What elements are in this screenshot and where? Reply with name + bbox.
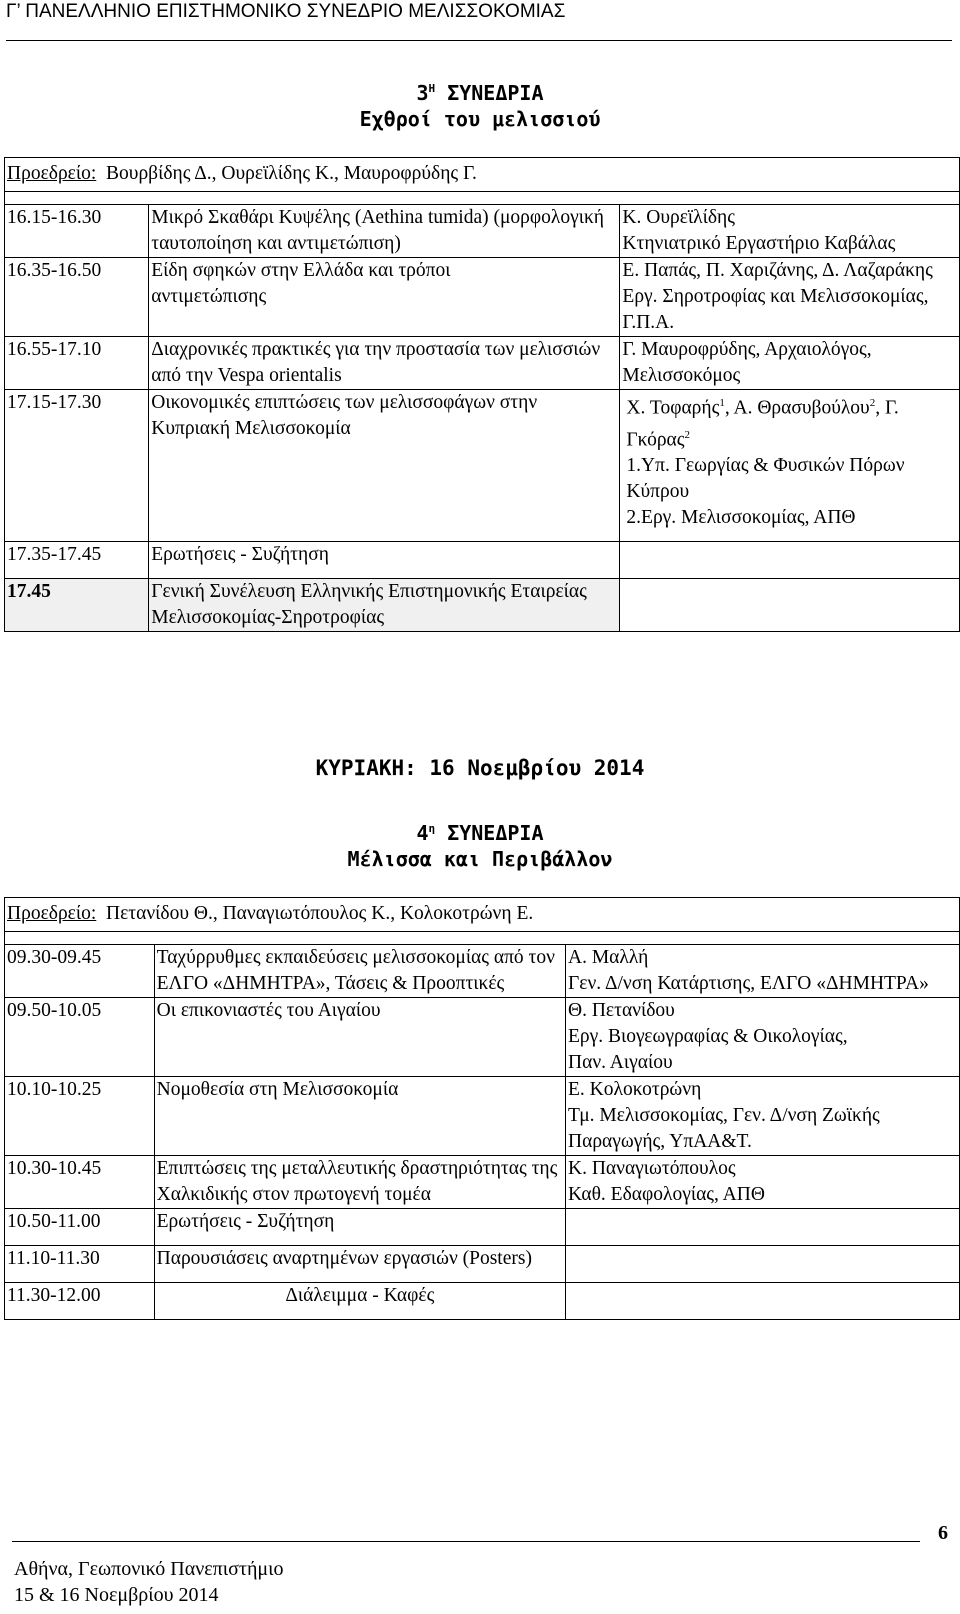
- chair-cell: [5, 898, 960, 932]
- page-number: 6: [938, 1522, 948, 1544]
- title-cell: Ταχύρρυθμες εκπαιδεύσεις μελισσοκομίας από τον ΕΛΓΟ «ΔΗΜΗΤΡΑ», Τάσεις & Προοπτικές: [154, 945, 565, 998]
- speaker-affiliation-1: 1.Υπ. Γεωργίας & Φυσικών Πόρων Κύπρου: [626, 455, 905, 502]
- title-cell: Ερωτήσεις - Συζήτηση: [154, 1209, 565, 1246]
- spacer-row: [5, 932, 960, 945]
- time-cell: 17.45: [5, 579, 149, 632]
- session-4-table: [4, 897, 960, 1320]
- speaker-affiliation: Τμ. Μελισσοκομίας, Γεν. Δ/νση Ζωϊκής Παραγωγής, ΥπΑΑ&Τ.: [568, 1105, 880, 1152]
- speaker-name: Ε. Παπάς, Π. Χαριζάνης, Δ. Λαζαράκης: [622, 260, 933, 281]
- footer-rule: [12, 1541, 920, 1542]
- table-row: [5, 337, 960, 390]
- footer-dates: 15 & 16 Νοεμβρίου 2014: [14, 1584, 219, 1606]
- chair-names: Βουρβίδης Δ., Ουρεϊλίδης Κ., Μαυροφρύδης Γ.: [106, 163, 477, 184]
- title-cell: Διαχρονικές πρακτικές για την προστασία των μελισσιών από την Vespa orientalis: [149, 337, 620, 390]
- speaker-name: Α. Μαλλή: [568, 947, 649, 968]
- speaker-names: [626, 390, 957, 453]
- speaker-cell: [566, 1209, 960, 1246]
- table-row: [5, 205, 960, 258]
- chair-row: [5, 898, 960, 932]
- spacer-row: [5, 192, 960, 205]
- time-cell: 11.30-12.00: [5, 1283, 155, 1320]
- title-cell: Οι επικονιαστές του Αιγαίου: [154, 998, 565, 1077]
- time-cell: 17.35-17.45: [5, 542, 149, 579]
- time-cell: 11.10-11.30: [5, 1246, 155, 1283]
- table-row: [5, 258, 960, 337]
- time-cell: 09.50-10.05: [5, 998, 155, 1077]
- speaker-cell: [566, 1077, 960, 1156]
- table-row: [5, 390, 960, 542]
- day-heading: ΚΥΡΙΑΚΗ: 16 Νοεμβρίου 2014: [315, 756, 645, 780]
- table-row: [5, 1246, 960, 1283]
- chair-names: Πετανίδου Θ., Παναγιωτόπουλος Κ., Κολοκοτρώνη Ε.: [106, 903, 534, 924]
- speaker-cell: [620, 205, 960, 258]
- table-row: [5, 542, 960, 579]
- speaker-a: Χ. Τοφαρής: [626, 397, 720, 419]
- time-cell: 16.55-17.10: [5, 337, 149, 390]
- title-cell: Ερωτήσεις - Συζήτηση: [149, 542, 620, 579]
- speaker-affiliation: Καθ. Εδαφολογίας, ΑΠΘ: [568, 1184, 765, 1205]
- session-3-sup: Η: [428, 82, 436, 95]
- title-cell: Επιπτώσεις της μεταλλευτικής δραστηριότητας της Χαλκιδικής στον πρωτογενή τομέα: [154, 1156, 565, 1209]
- speaker-cell: [566, 998, 960, 1077]
- table-row: [5, 1283, 960, 1320]
- speaker-cell: [620, 337, 960, 390]
- session-4-number: 4: [416, 821, 429, 845]
- session-3-number: 3: [416, 81, 429, 105]
- table-row: [5, 945, 960, 998]
- speaker-c-sup: 2: [684, 428, 690, 441]
- speaker-cell: [566, 945, 960, 998]
- speaker-affiliation: Γεν. Δ/νση Κατάρτισης, ΕΛΓΟ «ΔΗΜΗΤΡΑ»: [568, 973, 929, 994]
- speaker-name: Κ. Παναγιωτόπουλος: [568, 1158, 736, 1179]
- session-3-heading: [0, 76, 960, 132]
- title-cell: Οικονομικές επιπτώσεις των μελισσοφάγων στην Κυπριακή Μελισσοκομία: [149, 390, 620, 542]
- speaker-name: Θ. Πετανίδου: [568, 1000, 675, 1021]
- speaker-cell: [620, 390, 960, 542]
- session-4-subtitle: Μέλισσα και Περιβάλλον: [347, 847, 613, 871]
- speaker-cell: [566, 1246, 960, 1283]
- speaker-name: Ε. Κολοκοτρώνη: [568, 1079, 702, 1100]
- table-row: [5, 579, 960, 632]
- speaker-b-sup: 2: [869, 397, 876, 409]
- title-cell: Νομοθεσία στη Μελισσοκομία: [154, 1077, 565, 1156]
- chair-label: Προεδρείο:: [7, 163, 97, 184]
- speaker-cell: [566, 1156, 960, 1209]
- session-3-label: ΣΥΝΕΔΡΙΑ: [447, 81, 544, 105]
- header-rule: [6, 40, 952, 41]
- session-3-table: [4, 157, 960, 632]
- title-cell: Είδη σφηκών στην Ελλάδα και τρόποι αντιμετώπισης: [149, 258, 620, 337]
- speaker-cell: [620, 258, 960, 337]
- title-cell: Γενική Συνέλευση Ελληνικής Επιστημονικής Εταιρείας Μελισσοκομίας-Σηροτροφίας: [149, 579, 620, 632]
- speaker-affiliation-2: 2.Εργ. Μελισσοκομίας, ΑΠΘ: [626, 507, 856, 528]
- time-cell: 09.30-09.45: [5, 945, 155, 998]
- speaker-b: , Α. Θρασυβούλου: [724, 397, 870, 419]
- session-4-sup: η: [428, 822, 436, 835]
- table-row: [5, 1156, 960, 1209]
- speaker-c: , Γ. Γκόρας: [626, 397, 899, 450]
- chair-label: Προεδρείο:: [7, 903, 97, 924]
- speaker-affiliation: Εργ. Σηροτροφίας και Μελισσοκομίας, Γ.Π.Α.: [622, 286, 929, 333]
- chair-cell: [5, 158, 960, 192]
- speaker-cell: [620, 542, 960, 579]
- time-cell: 10.30-10.45: [5, 1156, 155, 1209]
- time-cell: 10.10-10.25: [5, 1077, 155, 1156]
- speaker-affiliation: Κτηνιατρικό Εργαστήριο Καβάλας: [622, 233, 896, 254]
- speaker-a-sup: 1: [719, 397, 725, 409]
- chair-row: [5, 158, 960, 192]
- session-3-subtitle: Εχθροί του μελισσιού: [359, 107, 601, 131]
- time-cell: 17.15-17.30: [5, 390, 149, 542]
- time-cell: 16.35-16.50: [5, 258, 149, 337]
- time-cell: 16.15-16.30: [5, 205, 149, 258]
- speaker-affiliation: Εργ. Βιογεωγραφίας & Οικολογίας, Παν. Αιγαίου: [568, 1026, 848, 1073]
- title-cell: Παρουσιάσεις αναρτημένων εργασιών (Posters): [154, 1246, 565, 1283]
- speaker-name: Γ. Μαυροφρύδης, Αρχαιολόγος, Μελισσοκόμος: [622, 339, 872, 386]
- speaker-cell: [566, 1283, 960, 1320]
- title-cell: Διάλειμμα - Καφές: [154, 1283, 565, 1320]
- table-row: [5, 1077, 960, 1156]
- title-cell: Μικρό Σκαθάρι Κυψέλης (Aethina tumida) (μορφολογική ταυτοποίηση και αντιμετώπιση): [149, 205, 620, 258]
- speaker-cell: [620, 579, 960, 632]
- session-4-heading: [0, 816, 960, 872]
- table-row: [5, 1209, 960, 1246]
- session-4-label: ΣΥΝΕΔΡΙΑ: [447, 821, 544, 845]
- conference-title: Γ’ ΠΑΝΕΛΛΗΝΙΟ ΕΠΙΣΤΗΜΟΝΙΚΟ ΣΥΝΕΔΡΙΟ ΜΕΛΙΣΣΟΚΟΜΙΑΣ: [6, 1, 566, 22]
- footer-venue: Αθήνα, Γεωπονικό Πανεπιστήμιο: [14, 1558, 284, 1580]
- time-cell: 10.50-11.00: [5, 1209, 155, 1246]
- speaker-name: Κ. Ουρεϊλίδης: [622, 207, 735, 228]
- table-row: [5, 998, 960, 1077]
